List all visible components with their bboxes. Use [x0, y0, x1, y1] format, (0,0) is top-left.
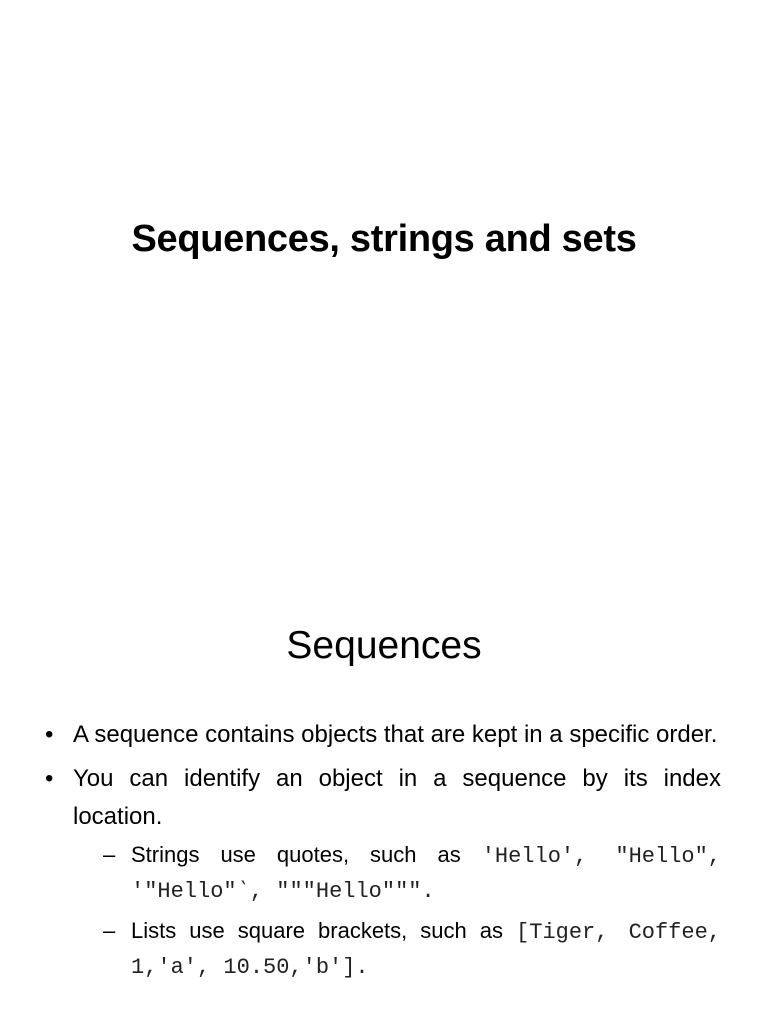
sub-bullet-lead: Strings use quotes, such as [131, 842, 482, 867]
sub-bullet-item [103, 914, 721, 984]
sequences-heading: Sequences [286, 624, 482, 667]
slide-sequences [0, 576, 768, 1024]
sub-bullet-item [103, 838, 721, 908]
bullet-text: You can identify an object in a sequence by its index location. [73, 765, 721, 830]
bullet-item [45, 760, 721, 984]
code-example: [Tiger, Coffee, 1,'a', 10.50,'b']. [131, 920, 721, 980]
dash-icon: – [103, 918, 116, 943]
sub-bullet-lead: Lists use square brackets, such as [131, 918, 517, 943]
dash-icon: – [103, 842, 116, 867]
code-example: 'Hello', "Hello", '"Hello"‵, """Hello""". [131, 844, 722, 904]
slide-title-heading: Sequences, strings and sets [131, 218, 637, 260]
bullet-text: A sequence contains objects that are kept in a specific order. [73, 721, 718, 748]
bullet-item [45, 716, 721, 754]
bullet-list [45, 716, 721, 990]
sub-bullet-list [73, 838, 721, 984]
bullet-dot-icon: • [45, 765, 54, 792]
bullet-dot-icon: • [45, 721, 54, 748]
